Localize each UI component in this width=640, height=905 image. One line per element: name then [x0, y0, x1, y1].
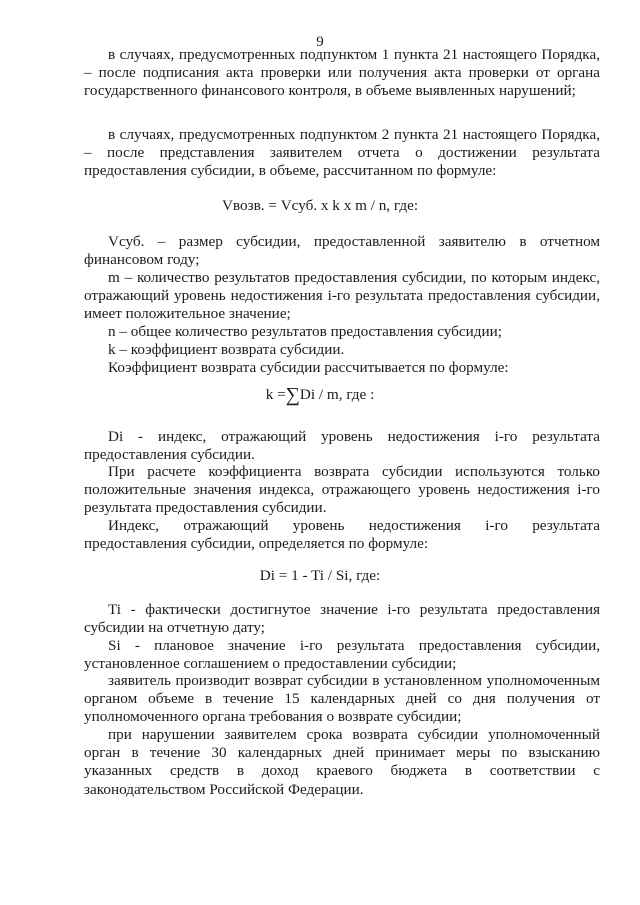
- formula-di-index: Di = 1 - Ti / Si, где:: [259, 567, 381, 584]
- paragraph-di-definition: Di - индекс, отражающий уровень недостижения i-го результата предоставления субсидии.: [84, 428, 600, 464]
- page-number: 9: [316, 34, 324, 50]
- paragraph-m-definition: m – количество результатов предоставления субсидии, по которым индекс, отражающий уровень недостижения i-го результата предоставления субсидии, имеет положительное значение;: [84, 269, 600, 323]
- paragraph-k-definition: k – коэффициент возврата субсидии.: [108, 341, 345, 358]
- formula-refund-volume: Vвозв. = Vсуб. x k x m / n, где:: [221, 197, 419, 214]
- paragraph-si-definition: Si - плановое значение i-го результата предоставления субсидии, установленное соглашением о предоставлении субсидии;: [84, 637, 600, 673]
- sigma-symbol: ∑: [285, 384, 300, 406]
- paragraph-ti-definition: Ti - фактически достигнутое значение i-го результата предоставления субсидии на отчетную дату;: [84, 601, 600, 637]
- paragraph-violation-measures: при нарушении заявителем срока возврата субсидии уполномоченный орган в течение 30 календарных дней принимает меры по взысканию указанных средств в доход краевого бюджета в соответствии с законодательством Российской Федерации.: [84, 726, 600, 798]
- paragraph-di-formula-intro: Индекс, отражающий уровень недостижения i-го результата предоставления субсидии, определяется по формуле:: [84, 517, 600, 553]
- paragraph-n-definition: n – общее количество результатов предоставления субсидии;: [108, 323, 502, 340]
- formula-k-right: Di / m, где :: [299, 386, 375, 403]
- paragraph-case-2: в случаях, предусмотренных подпунктом 2 пункта 21 настоящего Порядка, – после представления заявителем отчета о достижении результата предоставления субсидии, в объеме, рассчитанном по формуле:: [84, 126, 600, 180]
- paragraph-k-formula-intro: Коэффициент возврата субсидии рассчитывается по формуле:: [108, 359, 509, 376]
- paragraph-positive-values: При расчете коэффициента возврата субсидии используются только положительные значения индекса, отражающего уровень недостижения i-го результата предоставления субсидии.: [84, 463, 600, 517]
- formula-k-coefficient: [0, 386, 640, 404]
- formula-k-left: k =: [265, 386, 286, 403]
- paragraph-vsub-definition: Vсуб. – размер субсидии, предоставленной заявителю в отчетном финансовом году;: [84, 233, 600, 269]
- paragraph-case-1: в случаях, предусмотренных подпунктом 1 пункта 21 настоящего Порядка, – после подписания акта проверки или получения акта проверки от органа государственного финансового контроля, в объеме выявленных нарушений;: [84, 46, 600, 100]
- paragraph-refund-deadline: заявитель производит возврат субсидии в установленном уполномоченным органом объеме в течение 15 календарных дней со дня получения от уполномоченного органа требования о возврате субсидии;: [84, 672, 600, 726]
